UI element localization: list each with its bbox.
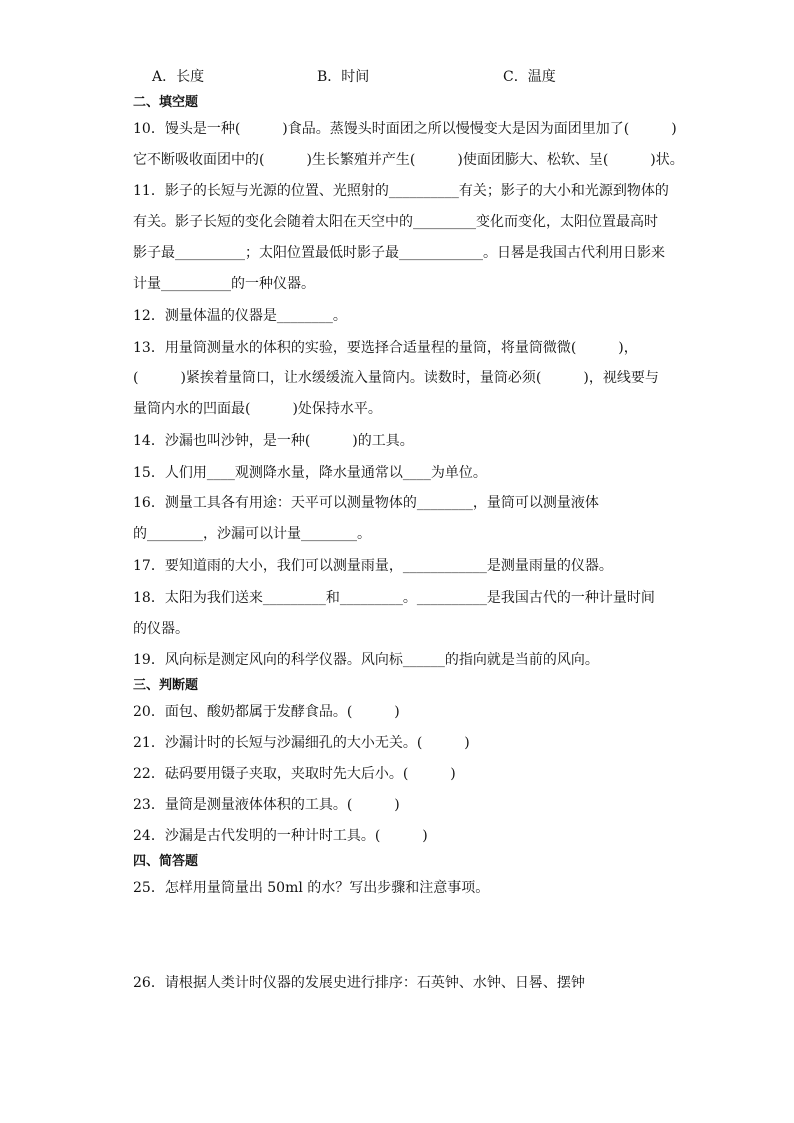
- question-11-line-4: 计量__________的一种仪器。: [133, 276, 315, 292]
- question-21: 21．沙漏计时的长短与沙漏细孔的大小无关。( ): [133, 735, 470, 751]
- question-26: 26．请根据人类计时仪器的发展史进行排序：石英钟、水钟、日晷、摆钟: [133, 975, 585, 991]
- section-heading-fill-blank: 二、填空题: [133, 95, 199, 110]
- question-11-line-3: 影子最__________；太阳位置最低时影子最____________。日晷是我国古代利用日影来: [133, 245, 665, 261]
- question-11-line-2: 有关。影子长短的变化会随着太阳在天空中的_________变化而变化，太阳位置最高时: [133, 214, 658, 230]
- question-13-line-2: ( )紧挨着量筒口，让水缓缓流入量筒内。读数时，量筒必须( )，视线要与: [133, 370, 659, 386]
- question-12: 12．测量体温的仪器是________。: [133, 308, 347, 324]
- question-13-line-1: 13．用量筒测量水的体积的实验，要选择合适量程的量筒，将量筒微微( )，: [133, 340, 638, 356]
- question-10-line-1: 10．馒头是一种( )食品。蒸馒头时面团之所以慢慢变大是因为面团里加了( ): [133, 121, 677, 137]
- question-20: 20．面包、酸奶都属于发酵食品。( ): [133, 704, 400, 720]
- section-heading-short-answer: 四、简答题: [133, 854, 199, 869]
- question-18-line-1: 18．太阳为我们送来_________和_________。__________是我国古代的一种计量时间: [133, 590, 655, 606]
- question-17: 17．要知道雨的大小，我们可以测量雨量，____________是测量雨量的仪器。: [133, 558, 613, 574]
- question-19: 19．风向标是测定风向的科学仪器。风向标______的指向就是当前的风向。: [133, 652, 599, 668]
- question-10-line-2: 它不断吸收面团中的( )生长繁殖并产生( )使面团膨大、松软、呈( )状。: [133, 152, 684, 168]
- q9-option-a: A．长度: [152, 69, 205, 85]
- section-heading-true-false: 三、判断题: [133, 678, 199, 693]
- q9-option-b: B．时间: [317, 69, 370, 85]
- question-16-line-2: 的________，沙漏可以计量________。: [133, 526, 371, 542]
- question-18-line-2: 的仪器。: [133, 621, 189, 637]
- question-11-line-1: 11．影子的长短与光源的位置、光照射的__________有关；影子的大小和光源到物体的: [133, 183, 669, 199]
- question-25: 25．怎样用量筒量出 50ml 的水？写出步骤和注意事项。: [133, 880, 490, 896]
- question-15: 15．人们用____观测降水量，降水量通常以____为单位。: [133, 465, 487, 481]
- question-23: 23．量筒是测量液体体积的工具。( ): [133, 797, 400, 813]
- question-14: 14．沙漏也叫沙钟，是一种( )的工具。: [133, 433, 414, 449]
- q9-option-c: C．温度: [503, 69, 556, 85]
- question-24: 24．沙漏是古代发明的一种计时工具。( ): [133, 828, 428, 844]
- question-22: 22．砝码要用镊子夹取，夹取时先大后小。( ): [133, 766, 456, 782]
- question-13-line-3: 量筒内水的凹面最( )处保持水平。: [133, 401, 382, 417]
- question-16-line-1: 16．测量工具各有用途：天平可以测量物体的________，量筒可以测量液体: [133, 495, 599, 511]
